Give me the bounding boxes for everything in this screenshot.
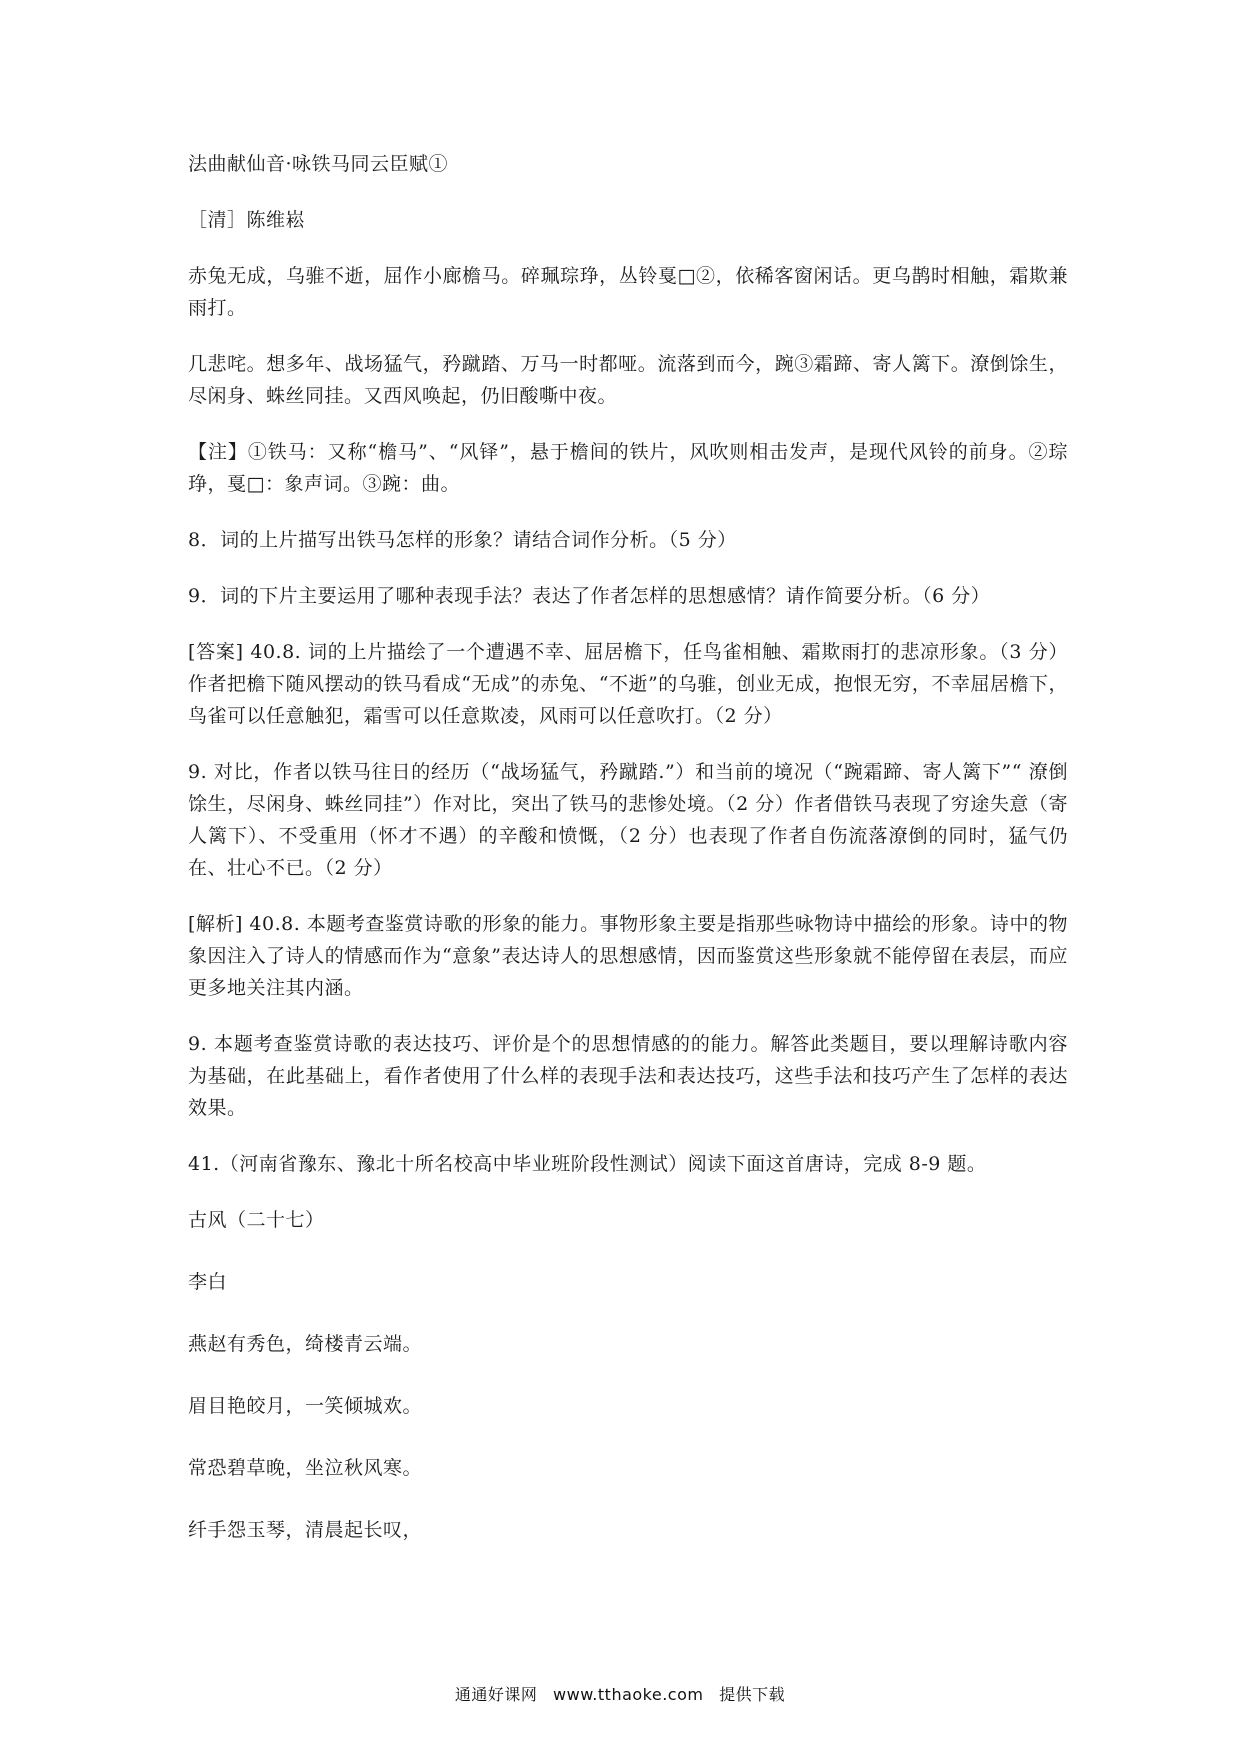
poem2-line-2: 眉目艳皎月，一笑倾城欢。 <box>188 1395 423 1417</box>
poem2-line-1: 燕赵有秀色，绮楼青云端。 <box>188 1333 423 1355</box>
question-41-intro: 41.（河南省豫东、豫北十所名校高中毕业班阶段性测试）阅读下面这首唐诗，完成 8-9 题。 <box>188 1153 987 1175</box>
document-body <box>188 148 1068 1576</box>
poem-author: ［清］陈维崧 <box>188 209 306 231</box>
analysis-9: 9. 本题考查鉴赏诗歌的表达技巧、评价是个的思想情感的的能力。解答此类题目，要以理解诗歌内容为基础，在此基础上，看作者使用了什么样的表现手法和表达技巧，这些手法和技巧产生了怎样的表达效果。 <box>188 1033 1068 1119</box>
footer-suffix: 提供下载 <box>719 1685 786 1704</box>
poem2-title: 古风（二十七） <box>188 1209 325 1231</box>
annotation-note: 【注】①铁马：又称“檐马”、“风铎”，悬于檐间的铁片，风吹则相击发声，是现代风铃的前身。②琮琤，戛□：象声词。③踠：曲。 <box>188 441 1068 495</box>
poem-title: 法曲献仙音·咏铁马同云臣赋① <box>188 153 449 175</box>
answer-8: [答案] 40.8. 词的上片描绘了一个遭遇不幸、屈居檐下，任鸟雀相触、霜欺雨打的悲凉形象。（3 分）作者把檐下随风摆动的铁马看成“无成”的赤兔、“不逝”的乌骓，创业无成，抱恨无穷，不幸屈居檐下，鸟雀可以任意触犯，霜雪可以任意欺凌，风雨可以任意吹打。（2 分） <box>188 641 1068 727</box>
poem2-author: 李白 <box>188 1271 228 1293</box>
question-8: 8．词的上片描写出铁马怎样的形象？请结合词作分析。（5 分） <box>188 529 737 551</box>
footer-site-name: 通通好课网 <box>454 1685 538 1704</box>
page-footer <box>0 1682 1240 1705</box>
poem-stanza-1: 赤兔无成，乌骓不逝，屈作小廊檐马。碎珮琮琤，丛铃戛□②，依稀客窗闲话。更乌鹊时相触，霜欺兼雨打。 <box>188 265 1068 319</box>
poem-stanza-2: 几悲咤。想多年、战场猛气，矜蹴踏、万马一时都哑。流落到而今，踠③霜蹄、寄人篱下。潦倒馀生，尽闲身、蛛丝同挂。又西风唤起，仍旧酸嘶中夜。 <box>188 353 1068 407</box>
footer-url[interactable]: www.tthaoke.com <box>553 1685 704 1704</box>
analysis-8: [解析] 40.8. 本题考查鉴赏诗歌的形象的能力。事物形象主要是指那些咏物诗中描绘的形象。诗中的物象因注入了诗人的情感而作为“意象”表达诗人的思想感情，因而鉴赏这些形象就不能停留在表层，而应更多地关注其内涵。 <box>188 913 1068 999</box>
poem2-line-4: 纤手怨玉琴，清晨起长叹， <box>188 1519 423 1541</box>
poem2-line-3: 常恐碧草晚，坐泣秋风寒。 <box>188 1457 423 1479</box>
answer-9: 9. 对比，作者以铁马往日的经历（“战场猛气，矜蹴踏.”）和当前的境况（“踠霜蹄、寄人篱下”“ 潦倒馀生，尽闲身、蛛丝同挂”）作对比，突出了铁马的悲惨处境。（2 分）作者借铁马表现了穷途失意（寄人篱下）、不受重用（怀才不遇）的辛酸和愤慨，（2 分）也表现了作者自伤流落潦倒的同时，猛气仍在、壮心不已。（2 分） <box>188 761 1068 879</box>
question-9: 9．词的下片主要运用了哪种表现手法？表达了作者怎样的思想感情？请作简要分析。（6 分） <box>188 585 991 607</box>
